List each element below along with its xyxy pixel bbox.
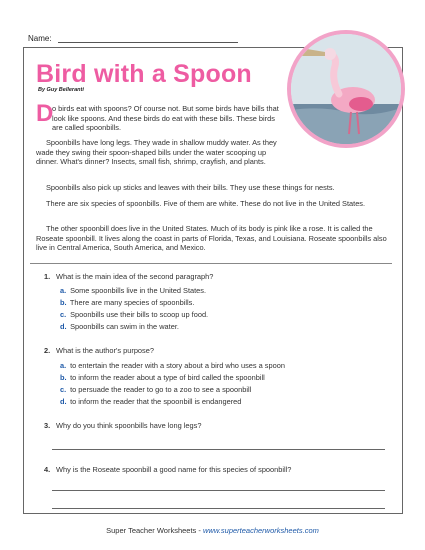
- option-text: to persuade the reader to go to a zoo to see a spoonbill: [70, 385, 252, 394]
- footer-url[interactable]: www.superteacherworksheets.com: [202, 526, 319, 535]
- question-3: [44, 421, 201, 430]
- question-text: Why is the Roseate spoonbill a good name for this species of spoonbill?: [56, 465, 292, 474]
- paragraph-4: There are six species of spoonbills. Five of them are white. These do not live in the United States.: [46, 199, 366, 208]
- q2-option-d[interactable]: [60, 397, 241, 406]
- option-letter: c.: [60, 385, 67, 394]
- option-letter: d.: [60, 322, 67, 331]
- story-byline: By Guy Belleranti: [38, 87, 84, 93]
- q1-option-b[interactable]: [60, 298, 194, 307]
- spoonbill-illustration: [291, 34, 401, 144]
- question-number: 3.: [44, 421, 51, 430]
- option-letter: d.: [60, 397, 67, 406]
- paragraph-2: Spoonbills have long legs. They wade in shallow muddy water. As they wade they swing their spoon-shaped bills under the water scooping up dinner. What's dinner? Insects, small fish, shrimp, crayfish, and plants.: [36, 138, 277, 167]
- answer-line-q4-2[interactable]: [52, 508, 385, 509]
- q1-option-a[interactable]: [60, 286, 206, 295]
- option-letter: b.: [60, 373, 67, 382]
- question-number: 2.: [44, 346, 51, 355]
- question-number: 4.: [44, 465, 51, 474]
- question-4: [44, 465, 291, 474]
- question-text: Why do you think spoonbills have long legs?: [56, 421, 202, 430]
- q2-option-c[interactable]: [60, 385, 251, 394]
- name-field[interactable]: [58, 34, 238, 43]
- option-letter: a.: [60, 286, 67, 295]
- option-text: Spoonbills use their bills to scoop up food.: [70, 310, 209, 319]
- question-text: What is the author's purpose?: [56, 346, 154, 355]
- question-1: [44, 272, 213, 281]
- question-text: What is the main idea of the second paragraph?: [56, 272, 214, 281]
- q1-option-d[interactable]: [60, 322, 179, 331]
- answer-line-q4-1[interactable]: [52, 490, 385, 491]
- footer-brand: Super Teacher Worksheets -: [106, 526, 203, 535]
- option-text: Some spoonbills live in the United States.: [70, 286, 207, 295]
- paragraph-5: The other spoonbill does live in the United States. Much of its body is pink like a rose. It is called the Roseate spoonbill. It lives along the coast in parts of Florida, Texas, and Louisiana. Roseate spoonbills also live in Central America, South America, and Mexico.: [36, 224, 387, 253]
- drop-cap: D: [36, 100, 54, 127]
- q1-option-c[interactable]: [60, 310, 208, 319]
- q2-option-a[interactable]: [60, 361, 285, 370]
- story-title: Bird with a Spoon: [36, 60, 252, 88]
- q2-option-b[interactable]: [60, 373, 265, 382]
- option-letter: b.: [60, 298, 67, 307]
- paragraph-1: o birds eat with spoons? Of course not. But some birds have bills that look like spoons. And these birds do eat with these bills. These birds are called spoonbills.: [52, 104, 279, 133]
- name-row: [28, 34, 238, 43]
- answer-line-q3[interactable]: [52, 449, 385, 450]
- option-text: to entertain the reader with a story about a bird who uses a spoon: [70, 361, 285, 370]
- option-text: There are many species of spoonbills.: [69, 298, 195, 307]
- option-letter: c.: [60, 310, 67, 319]
- question-number: 1.: [44, 272, 51, 281]
- name-label: Name:: [28, 34, 52, 43]
- option-text: Spoonbills can swim in the water.: [70, 322, 179, 331]
- option-text: to inform the reader about a type of bird called the spoonbill: [70, 373, 265, 382]
- option-letter: a.: [60, 361, 67, 370]
- section-divider: [30, 263, 392, 264]
- paragraph-3: Spoonbills also pick up sticks and leaves with their bills. They use these things for nests.: [46, 183, 335, 192]
- question-2: [44, 346, 154, 355]
- option-text: to inform the reader that the spoonbill is endangered: [70, 397, 242, 406]
- spoonbill-photo: [287, 30, 405, 148]
- footer: [0, 526, 425, 535]
